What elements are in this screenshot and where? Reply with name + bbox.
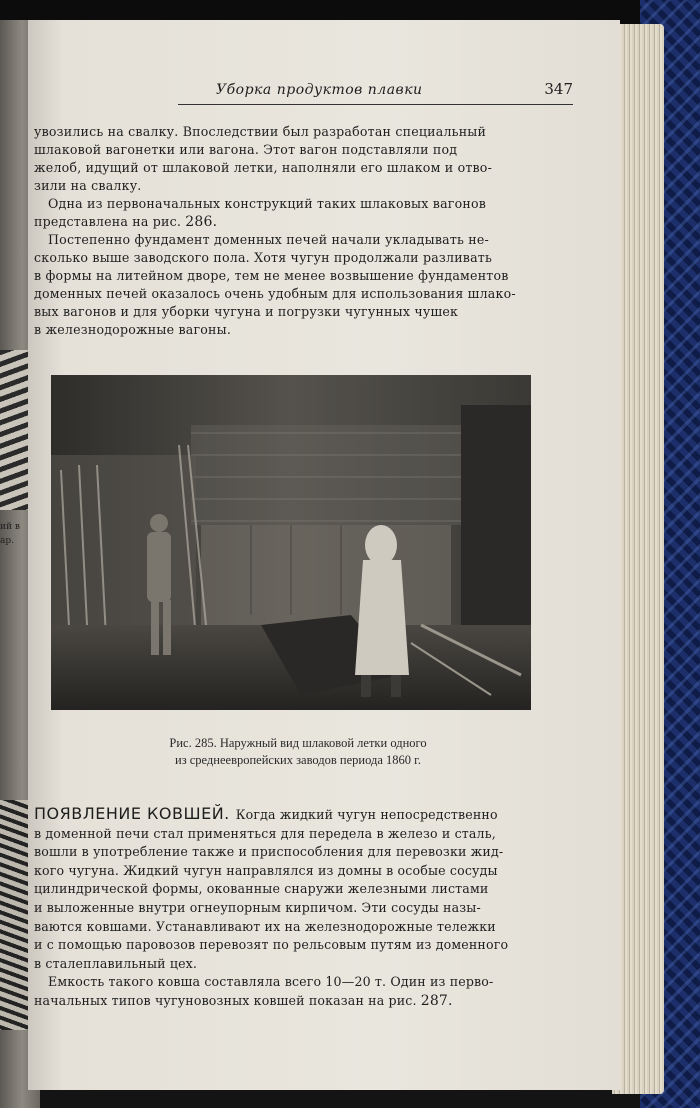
text-line: вых вагонов и для уборки чугуна и погрузки чугунных чушек (34, 304, 459, 319)
figure-reference: 286. (185, 214, 218, 230)
page-number: 347 (544, 80, 573, 98)
figure-reference: 287. (420, 992, 453, 1009)
text-line: в сталеплавильный цех. (34, 955, 198, 971)
previous-page-text-fragment (0, 520, 20, 548)
text-line: ваются ковшами. Устанавливают их на железнодорожные тележки (34, 918, 496, 934)
text-line: доменных печей оказалось очень удобным для использования шлако- (34, 286, 516, 301)
text-line: в формы на литейном дворе, тем не менее возвышение фундаментов (34, 268, 509, 283)
text-line: зили на свалку. (34, 178, 142, 193)
running-head (178, 82, 573, 105)
text-line: в железнодорожные вагоны. (34, 322, 232, 337)
paragraph-1 (34, 123, 569, 195)
fragment-line: ар. (0, 536, 14, 546)
body-text (34, 123, 569, 339)
text-line: кого чугуна. Жидкий чугун направлялся из домны в особые сосуды (34, 862, 498, 878)
section-ladles (34, 805, 569, 1011)
figure-caption (98, 735, 498, 769)
text-line: начальных типов чугуновозных ковшей показан на рис. (34, 992, 421, 1008)
text-line: желоб, идущий от шлаковой летки, наполняли его шлаком и отво- (34, 160, 493, 175)
text-line: увозились на свалку. Впоследствии был разработан специальный (34, 124, 487, 139)
text-line: в доменной печи стал применяться для передела в железо и сталь, (34, 825, 496, 841)
section-heading: ПОЯВЛЕНИЕ КОВШЕЙ. (34, 804, 230, 823)
fragment-line: ий в (0, 522, 20, 532)
text-line: представлена на рис. (34, 214, 186, 229)
furnace-slag-notch-photo (51, 375, 531, 710)
text-line: вошли в употребление также и приспособления для перевозки жид- (34, 844, 504, 860)
section-paragraph-1 (34, 805, 569, 973)
paragraph-3 (34, 231, 569, 339)
caption-line: Рис. 285. Наружный вид шлаковой летки одного (169, 736, 427, 750)
running-title: Уборка продуктов плавки (216, 82, 423, 98)
text-line: Емкость такого ковша составляла всего 10—20 т. Один из перво- (48, 974, 494, 990)
caption-line: из среднеевропейских заводов периода 1860 г. (175, 753, 421, 767)
text-line: шлаковой вагонетки или вагона. Этот вагон подставляли под (34, 142, 458, 157)
book-page (28, 20, 620, 1090)
paragraph-2 (34, 195, 569, 231)
text-line: цилиндрической формы, окованные снаружи железными листами (34, 881, 489, 897)
text-line: Постепенно фундамент доменных печей начали укладывать не- (48, 232, 489, 247)
text-line: и выложенные внутри огнеупорным кирпичом. Эти сосуды назы- (34, 899, 481, 915)
section-paragraph-2 (34, 973, 569, 1010)
text-line: Одна из первоначальных конструкций таких шлаковых вагонов (48, 196, 487, 211)
text-line: Когда жидкий чугун непосредственно (235, 807, 498, 822)
text-line: сколько выше заводского пола. Хотя чугун продолжали разливать (34, 250, 493, 265)
text-line: и с помощью паровозов перевозят по рельсовым путям из доменного (34, 937, 509, 953)
figure-photo (51, 375, 531, 710)
